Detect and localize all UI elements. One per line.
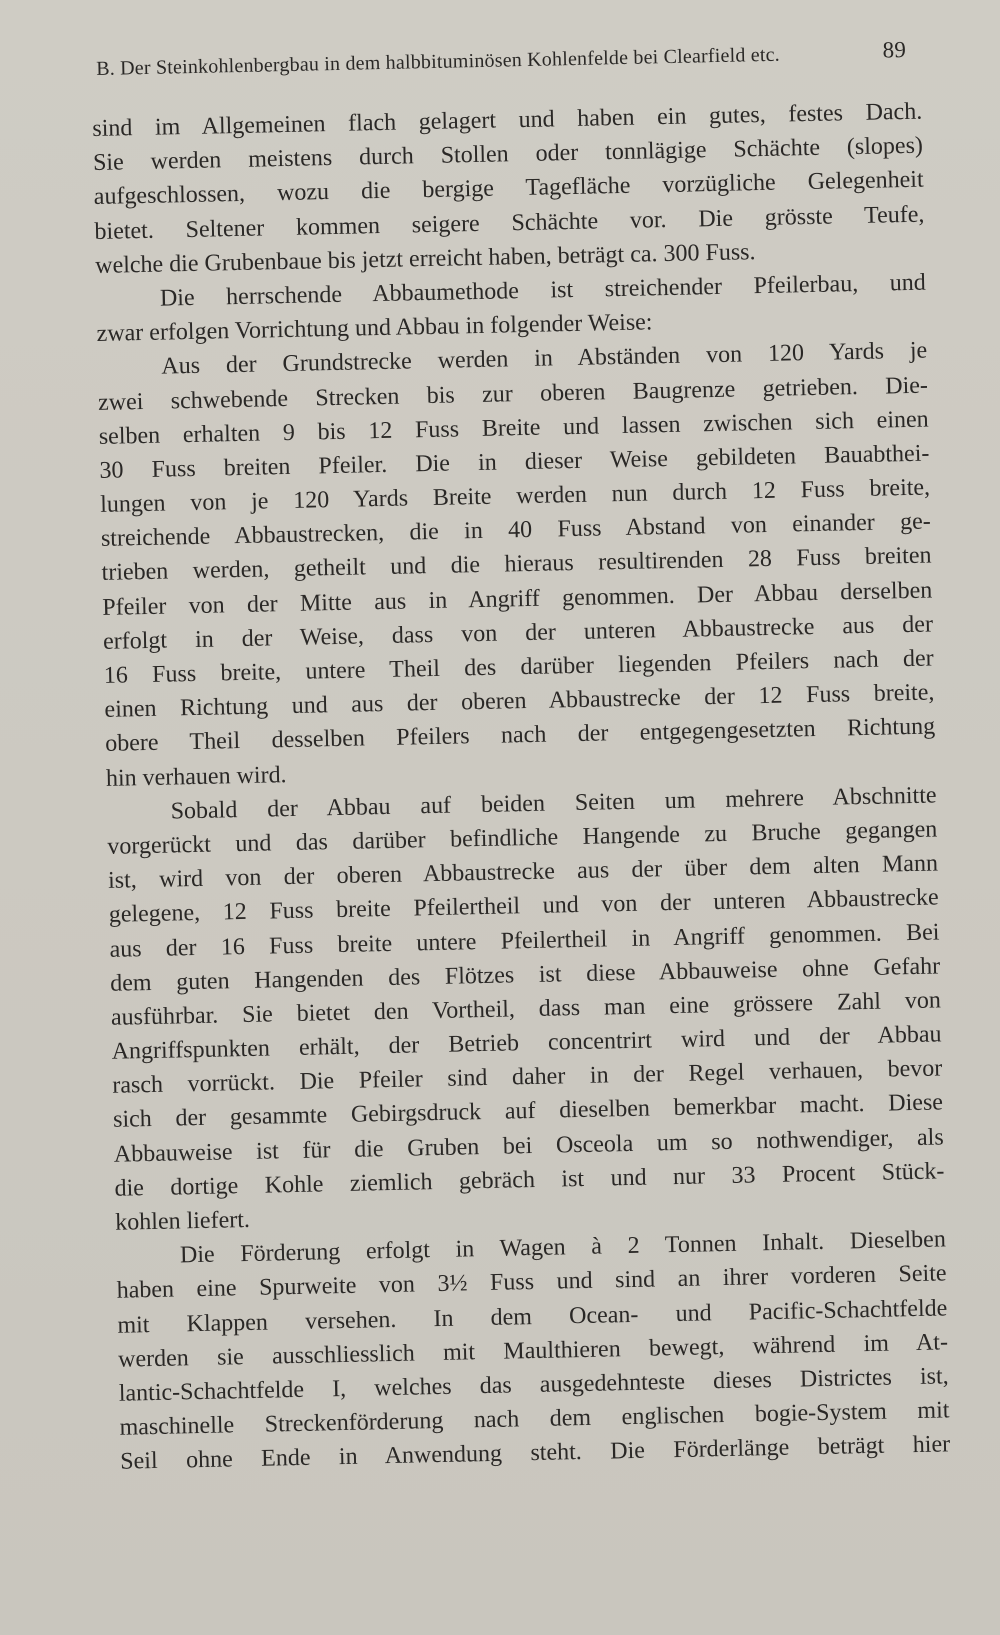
text-line: gelegene, 12 Fuss breite Pfeilertheil und von der unteren Abbaustrecke	[108, 884, 939, 929]
text-line: zwar erfolgen Vorrichtung und Abbau in folgender Weise:	[96, 309, 653, 348]
text-line: Die herrschende Abbaumethode ist streichender Pfeilerbau, und	[159, 269, 927, 312]
text-line: vorgerückt und das darüber befindliche Hangende zu Bruche gegangen	[107, 816, 938, 860]
text-line: Abbauweise ist für die Gruben bei Osceola um so nothwendiger, als	[113, 1124, 944, 1168]
text-line: hin verhauen wird.	[105, 761, 287, 792]
text-line: ist, wird von der oberen Abbaustrecke aus der über dem alten Mann	[107, 850, 939, 894]
running-header	[96, 37, 907, 81]
text-line: die dortige Kohle ziemlich gebräch ist und nur 33 Procent Stück-	[114, 1158, 945, 1202]
text-line: einen Richtung und aus der oberen Abbaustrecke der 12 Fuss breite,	[104, 679, 935, 724]
text-line: kohlen liefert.	[114, 1206, 251, 1236]
text-line: lantic-Schachtfelde I, welches das ausgedehnteste dieses Districtes ist,	[118, 1363, 949, 1407]
text-line: streichende Abbaustrecken, die in 40 Fuss Abstand von einander ge-	[100, 508, 932, 553]
text-line: rasch vorrückt. Die Pfeiler sind daher in der Regel verhauen, bevor	[112, 1055, 943, 1100]
text-line: lungen von je 120 Yards Breite werden nun durch 12 Fuss breite,	[99, 474, 931, 518]
text-line: werden sie ausschliesslich mit Maulthieren bewegt, während im At-	[117, 1329, 949, 1373]
text-line: zwei schwebende Strecken bis zur oberen Baugrenze getrieben. Die-	[97, 372, 929, 416]
text-line: selben erhalten 9 bis 12 Fuss Breite und lassen zwischen sich einen	[98, 406, 929, 450]
text-line: maschinelle Streckenförderung nach dem englischen bogie-System mit	[119, 1397, 950, 1441]
body-text	[92, 95, 950, 1480]
text-line: Die Förderung erfolgt in Wagen à 2 Tonnen Inhalt. Dieselben	[179, 1226, 947, 1269]
text-line: 16 Fuss breite, untere Theil des darüber liegenden Pfeilers nach der	[103, 645, 934, 689]
page-number: 89	[882, 37, 907, 63]
text-line: welche die Grubenbaue bis jetzt erreicht haben, beträgt ca. 300 Fuss.	[94, 238, 756, 279]
text-line: sich der gesammte Gebirgsdruck auf dieselben bemerkbar macht. Diese	[112, 1089, 944, 1134]
text-line: trieben werden, getheilt und die hieraus resultirenden 28 Fuss breiten	[101, 542, 932, 587]
text-line: bietet. Seltener kommen seigere Schächte vor. Die grösste Teufe,	[94, 201, 925, 245]
text-line: dem guten Hangenden des Flötzes ist diese Abbauweise ohne Gefahr	[109, 953, 941, 997]
text-line: Pfeiler von der Mitte aus in Angriff genommen. Der Abbau derselben	[102, 577, 933, 621]
running-title: B. Der Steinkohlenbergbau in dem halbbituminösen Kohlenfelde bei Clearfield etc.	[96, 43, 781, 80]
text-line: obere Theil desselben Pfeilers nach der entgegengesetzten Richtung	[104, 713, 936, 758]
text-line: aufgeschlossen, wozu die bergige Tagefläche vorzügliche Gelegenheit	[93, 166, 924, 211]
text-line: 30 Fuss breiten Pfeiler. Die in dieser Weise gebildeten Bauabthei-	[99, 440, 930, 484]
text-line: Sie werden meistens durch Stollen oder tonnlägige Schächte (slopes)	[92, 132, 924, 177]
text-line: Seil ohne Ende in Anwendung steht. Die Förderlänge beträgt hier	[120, 1431, 951, 1476]
text-line: sind im Allgemeinen flach gelagert und haben ein gutes, festes Dach.	[92, 98, 923, 142]
text-line: mit Klappen versehen. In dem Ocean- und Pacific-Schachtfelde	[117, 1294, 948, 1339]
text-line: Angriffspunkten erhält, der Betrieb concentrirt wird und der Abbau	[111, 1021, 942, 1065]
text-line: aus der 16 Fuss breite untere Pfeilertheil in Angriff genommen. Bei	[109, 918, 940, 963]
text-line: Sobald der Abbau auf beiden Seiten um mehrere Abschnitte	[170, 782, 937, 825]
text-line: haben eine Spurweite von 3½ Fuss und sind an ihrer vorderen Seite	[116, 1260, 947, 1305]
text-line: ausführbar. Sie bietet den Vortheil, dass man eine grössere Zahl von	[110, 987, 942, 1031]
text-line: erfolgt in der Weise, dass von der unteren Abbaustrecke aus der	[102, 611, 934, 655]
text-line: Aus der Grundstrecke werden in Abständen von 120 Yards je	[161, 337, 928, 380]
